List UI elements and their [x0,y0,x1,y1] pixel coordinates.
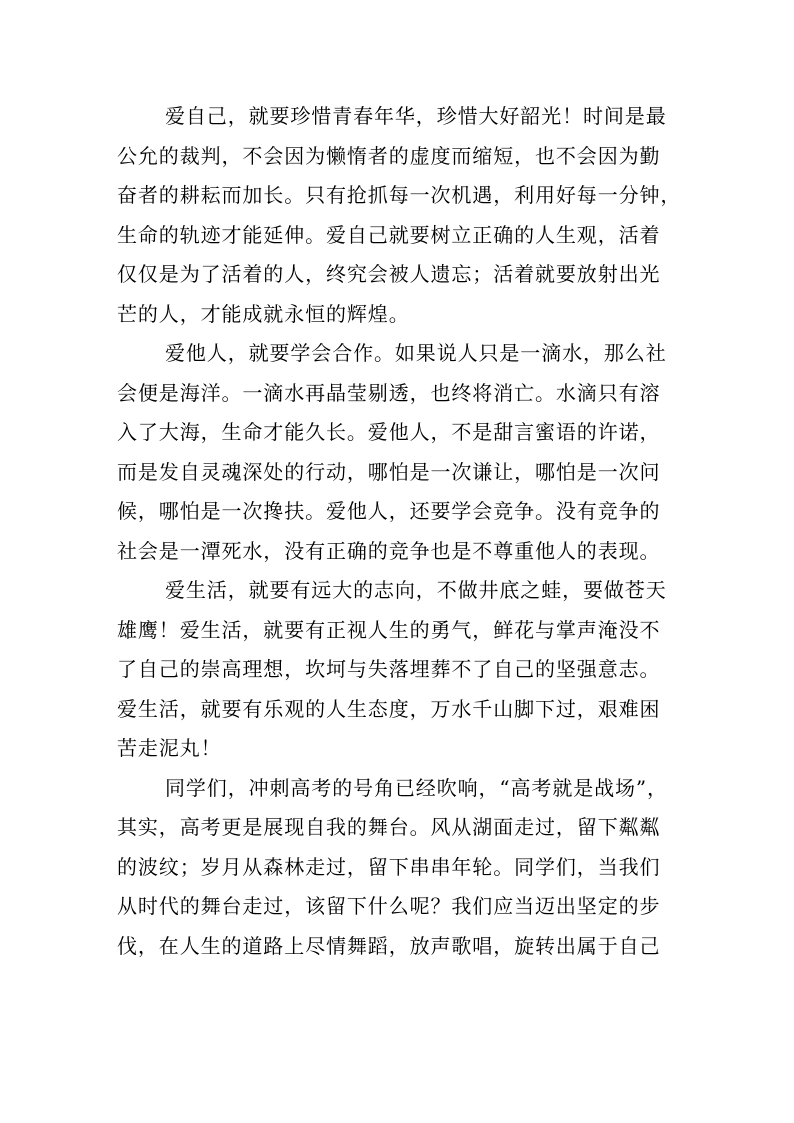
paragraph-first-line: 爱他人，就要学会合作。如果说人只是一滴水，那么社 [165,341,667,365]
paragraph-first-line: 爱生活，就要有远大的志向，不做井底之蛙，要做苍天 [165,578,667,602]
text-line: 候，哪怕是一次搀扶。爱他人，还要学会竞争。没有竞争的 [117,499,661,523]
text-line: 伐，在人生的道路上尽情舞蹈，放声歌唱，旋转出属于自己 [117,933,661,958]
text-line: 雄鹰！爱生活，就要有正视人生的勇气，鲜花与掌声淹没不 [117,617,661,642]
text-line: 芒的人，才能成就永恒的辉煌。 [117,301,410,326]
text-line: 苦走泥丸！ [117,736,222,760]
text-line: 公允的裁判，不会因为懒惰者的虚度而缩短，也不会因为勤 [117,143,661,168]
text-line: 会便是海洋。一滴水再晶莹剔透，也终将消亡。水滴只有溶 [117,380,661,405]
text-line: 入了大海，生命才能久长。爱他人，不是甜言蜜语的许诺， [117,420,661,444]
text-line: 爱生活，就要有乐观的人生态度，万水千山脚下过，艰难困 [117,696,661,721]
text-line: 生命的轨迹才能延伸。爱自己就要树立正确的人生观，活着 [117,222,661,247]
document-body [117,97,689,966]
text-line: 仅仅是为了活着的人，终究会被人遗忘；活着就要放射出光 [117,262,661,286]
text-line: 其实，高考更是展现自我的舞台。风从湖面走过，留下粼粼 [117,815,661,839]
text-line: 奋者的耕耘而加长。只有抢抓每一次机遇，利用好每一分钟， [117,183,682,207]
text-line: 的波纹；岁月从森林走过，留下串串年轮。同学们，当我们 [117,854,661,879]
text-line: 了自己的崇高理想，坎坷与失落埋葬不了自己的坚强意志。 [117,657,661,681]
paragraph-first-line: 同学们，冲刺高考的号角已经吹响，“高考就是战场”， [165,775,668,800]
text-line: 从时代的舞台走过，该留下什么呢？我们应当迈出坚定的步 [117,894,661,918]
paragraph-first-line: 爱自己，就要珍惜青春年华，珍惜大好韶光！时间是最 [165,104,667,128]
text-line: 而是发自灵魂深处的行动，哪怕是一次谦让，哪怕是一次问 [117,459,661,484]
text-line: 社会是一潭死水，没有正确的竞争也是不尊重他人的表现。 [117,538,661,563]
